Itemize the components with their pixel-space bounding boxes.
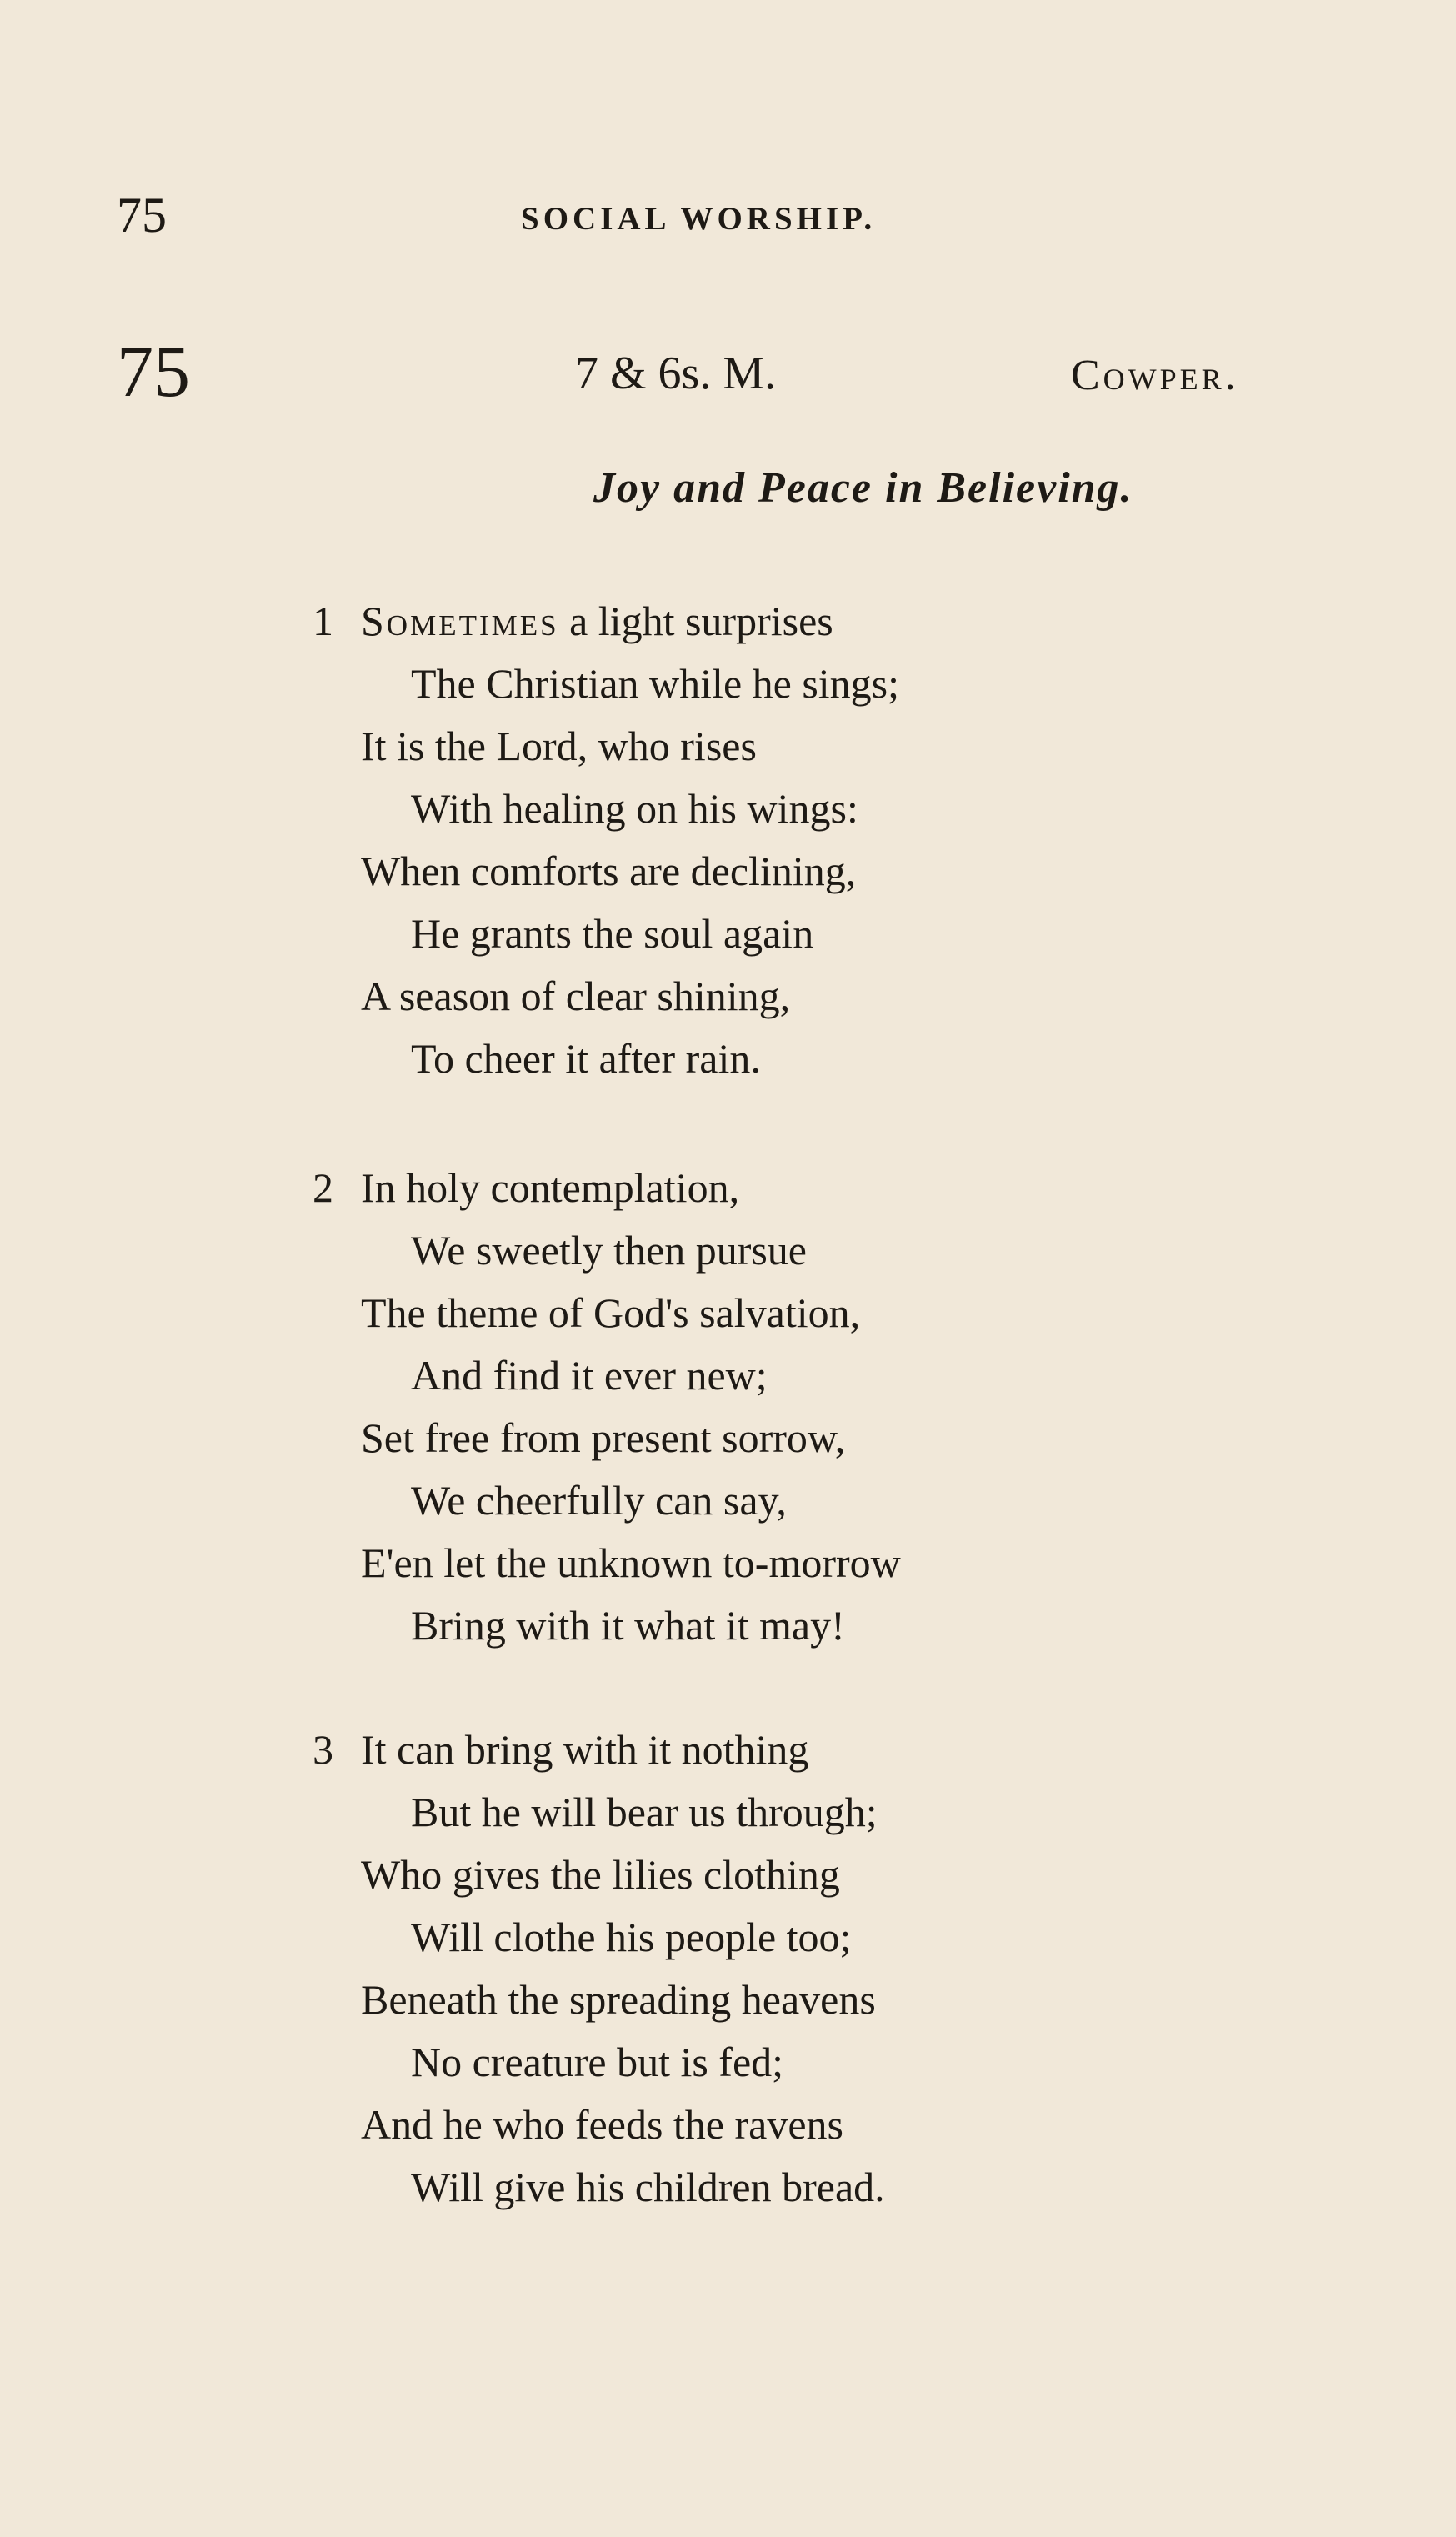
verse-number: 1 — [313, 598, 333, 644]
verse-line: He grants the soul again — [411, 910, 814, 957]
verse-line: But he will bear us through; — [411, 1789, 878, 1835]
hymn-author: Cowper. — [1071, 352, 1239, 399]
verse-line: A season of clear shining, — [361, 973, 791, 1019]
verse-number: 2 — [313, 1164, 333, 1211]
verse-line: It is the Lord, who rises — [361, 723, 757, 769]
hymn-title: Joy and Peace in Believing. — [593, 464, 1133, 512]
verse-line: To cheer it after rain. — [411, 1035, 761, 1082]
verse-line: And find it ever new; — [411, 1352, 768, 1399]
verse-line: Beneath the spreading heavens — [361, 1976, 876, 2023]
running-head: SOCIAL WORSHIP. — [521, 201, 877, 237]
verse-line: With healing on his wings: — [411, 785, 858, 832]
verse-line: E'en let the unknown to-morrow — [361, 1539, 901, 1586]
verse-line: No creature but is fed; — [411, 2039, 784, 2085]
hymn-number: 75 — [117, 332, 190, 413]
verse-line: When comforts are declining, — [361, 848, 857, 894]
verse-line — [361, 590, 833, 653]
verse-line: Will give his children bread. — [411, 2164, 885, 2210]
verse-line: Who gives the lilies clothing — [361, 1851, 840, 1898]
verse-number: 3 — [313, 1726, 333, 1773]
hymn-meter: 7 & 6s. M. — [575, 348, 777, 399]
verse-line: We sweetly then pursue — [411, 1227, 807, 1274]
verse-line: The theme of God's salvation, — [361, 1289, 861, 1336]
verse-first-line-rest: a light surprises — [558, 598, 833, 644]
verse-line: In holy contemplation, — [361, 1164, 740, 1211]
page-number: 75 — [117, 188, 167, 243]
verse-line: Will clothe his people too; — [411, 1914, 852, 1960]
verse-line: We cheerfully can say, — [411, 1477, 787, 1524]
verse-line: The Christian while he sings; — [411, 660, 900, 707]
verse-line: And he who feeds the ravens — [361, 2101, 843, 2148]
verse-line: Set free from present sorrow, — [361, 1414, 846, 1461]
verse-line: It can bring with it nothing — [361, 1726, 809, 1773]
verse-line: Bring with it what it may! — [411, 1602, 845, 1649]
verse-first-word: Sometimes — [361, 598, 559, 644]
